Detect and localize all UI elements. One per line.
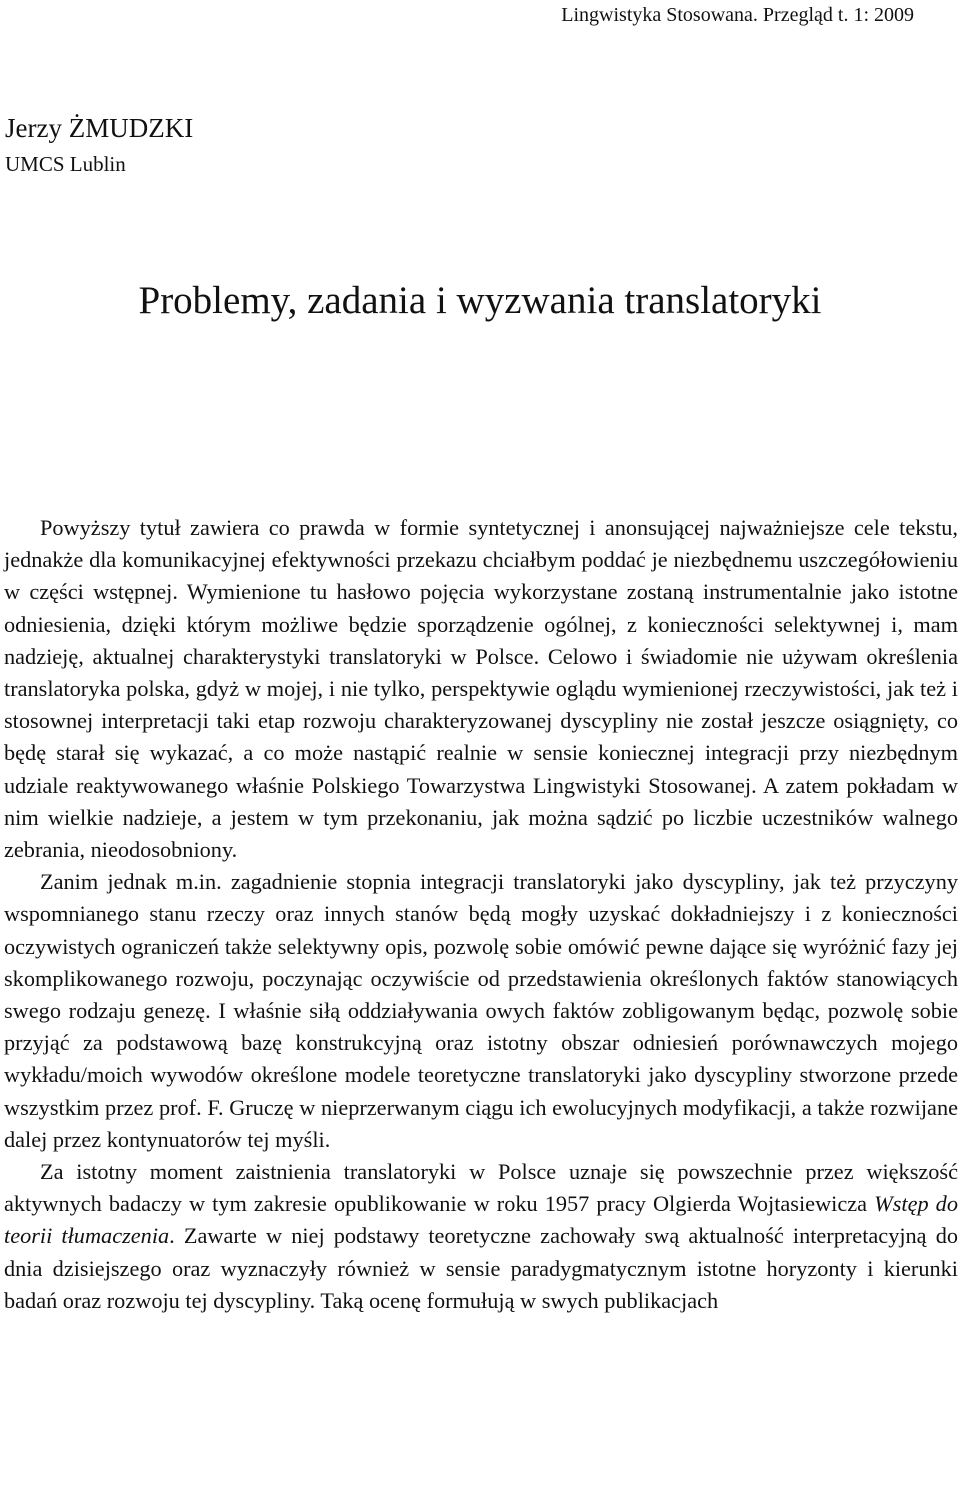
- author-block: [5, 110, 193, 178]
- paragraph-3: [4, 1156, 958, 1317]
- author-affiliation: UMCS Lublin: [5, 152, 126, 176]
- paragraph-1: Powyższy tytuł zawiera co prawda w formie syntetycznej i anonsującej najważniejsze cele tekstu, jednakże dla komunikacyjnej efektywności przekazu chciałbym poddać je niezbędnemu uszczegółowieniu w części wstępnej. Wymienione tu hasłowo pojęcia wykorzystane zostaną instrumentalnie jako istotne odniesienia, dzięki którym możliwe będzie sporządzenie ogólnej, z konieczności selektywnej i, mam nadzieję, aktualnej charakterystyki translatoryki w Polsce. Celowo i świadomie nie używam określenia translatoryka polska, gdyż w mojej, i nie tylko, perspektywie oglądu wymienionej rzeczywistości, jak też i stosownej interpretacji taki etap rozwoju charakteryzowanej dyscypliny nie został jeszcze osiągnięty, co będę starał się wykazać, a co może nastąpić realnie w sensie koniecznej integracji przy niezbędnym udziale reaktywowanego właśnie Polskiego Towarzystwa Lingwistyki Stosowanej. A zatem pokładam w nim wielkie nadzieje, a jestem w tym przekonaniu, jak można sądzić po liczbie uczestników walnego zebrania, nieodosobniony.: [4, 515, 958, 863]
- running-head: Lingwistyka Stosowana. Przegląd t. 1: 2009: [561, 4, 914, 26]
- article-body: [4, 512, 958, 1317]
- paragraph-3-text-after: . Zawarte w niej podstawy teoretyczne zachowały swą aktualność interpretacyjną do dnia dzisiejszego oraz wyznaczyły również w sensie paradygmatycznym istotne horyzonty i kierunki badań oraz rozwoju tej dyscypliny. Taką ocenę formułują w swych publikacjach: [4, 1223, 958, 1313]
- paragraph-2: Zanim jednak m.in. zagadnienie stopnia integracji translatoryki jako dyscypliny, jak też przyczyny wspomnianego stanu rzeczy oraz innych stanów będą mogły uzyskać dokładniejszy i z konieczności oczywistych ograniczeń także selektywny opis, pozwolę sobie omówić pewne dające się wyróżnić fazy jej skomplikowanego rozwoju, poczynając oczywiście od przedstawienia określonych faktów stanowiących swego rodzaju genezę. I właśnie siłą oddziaływania owych faktów zobligowanym będąc, pozwolę sobie przyjąć za podstawową bazę konstrukcyjną oraz istotny obszar odniesień porównawczych mojego wykładu/moich wywodów określone modele teoretyczne translatoryki jako dyscypliny stworzone przede wszystkim przez prof. F. Gruczę w nieprzerwanym ciągu ich ewolucyjnych modyfikacji, a także rozwijane dalej przez kontynuatorów tej myśli.: [4, 869, 958, 1152]
- article-title: Problemy, zadania i wyzwania translatoryki: [138, 279, 822, 322]
- paragraph-3-text-before: Za istotny moment zaistnienia translatoryki w Polsce uznaje się powszechnie przez większość aktywnych badaczy w tym zakresie opublikowanie w roku 1957 pracy Olgierda Wojtasiewicza: [4, 1159, 958, 1217]
- book-title-italic: Wstęp do teorii tłumaczenia: [4, 1191, 958, 1249]
- author-name: Jerzy ŻMUDZKI: [5, 113, 194, 143]
